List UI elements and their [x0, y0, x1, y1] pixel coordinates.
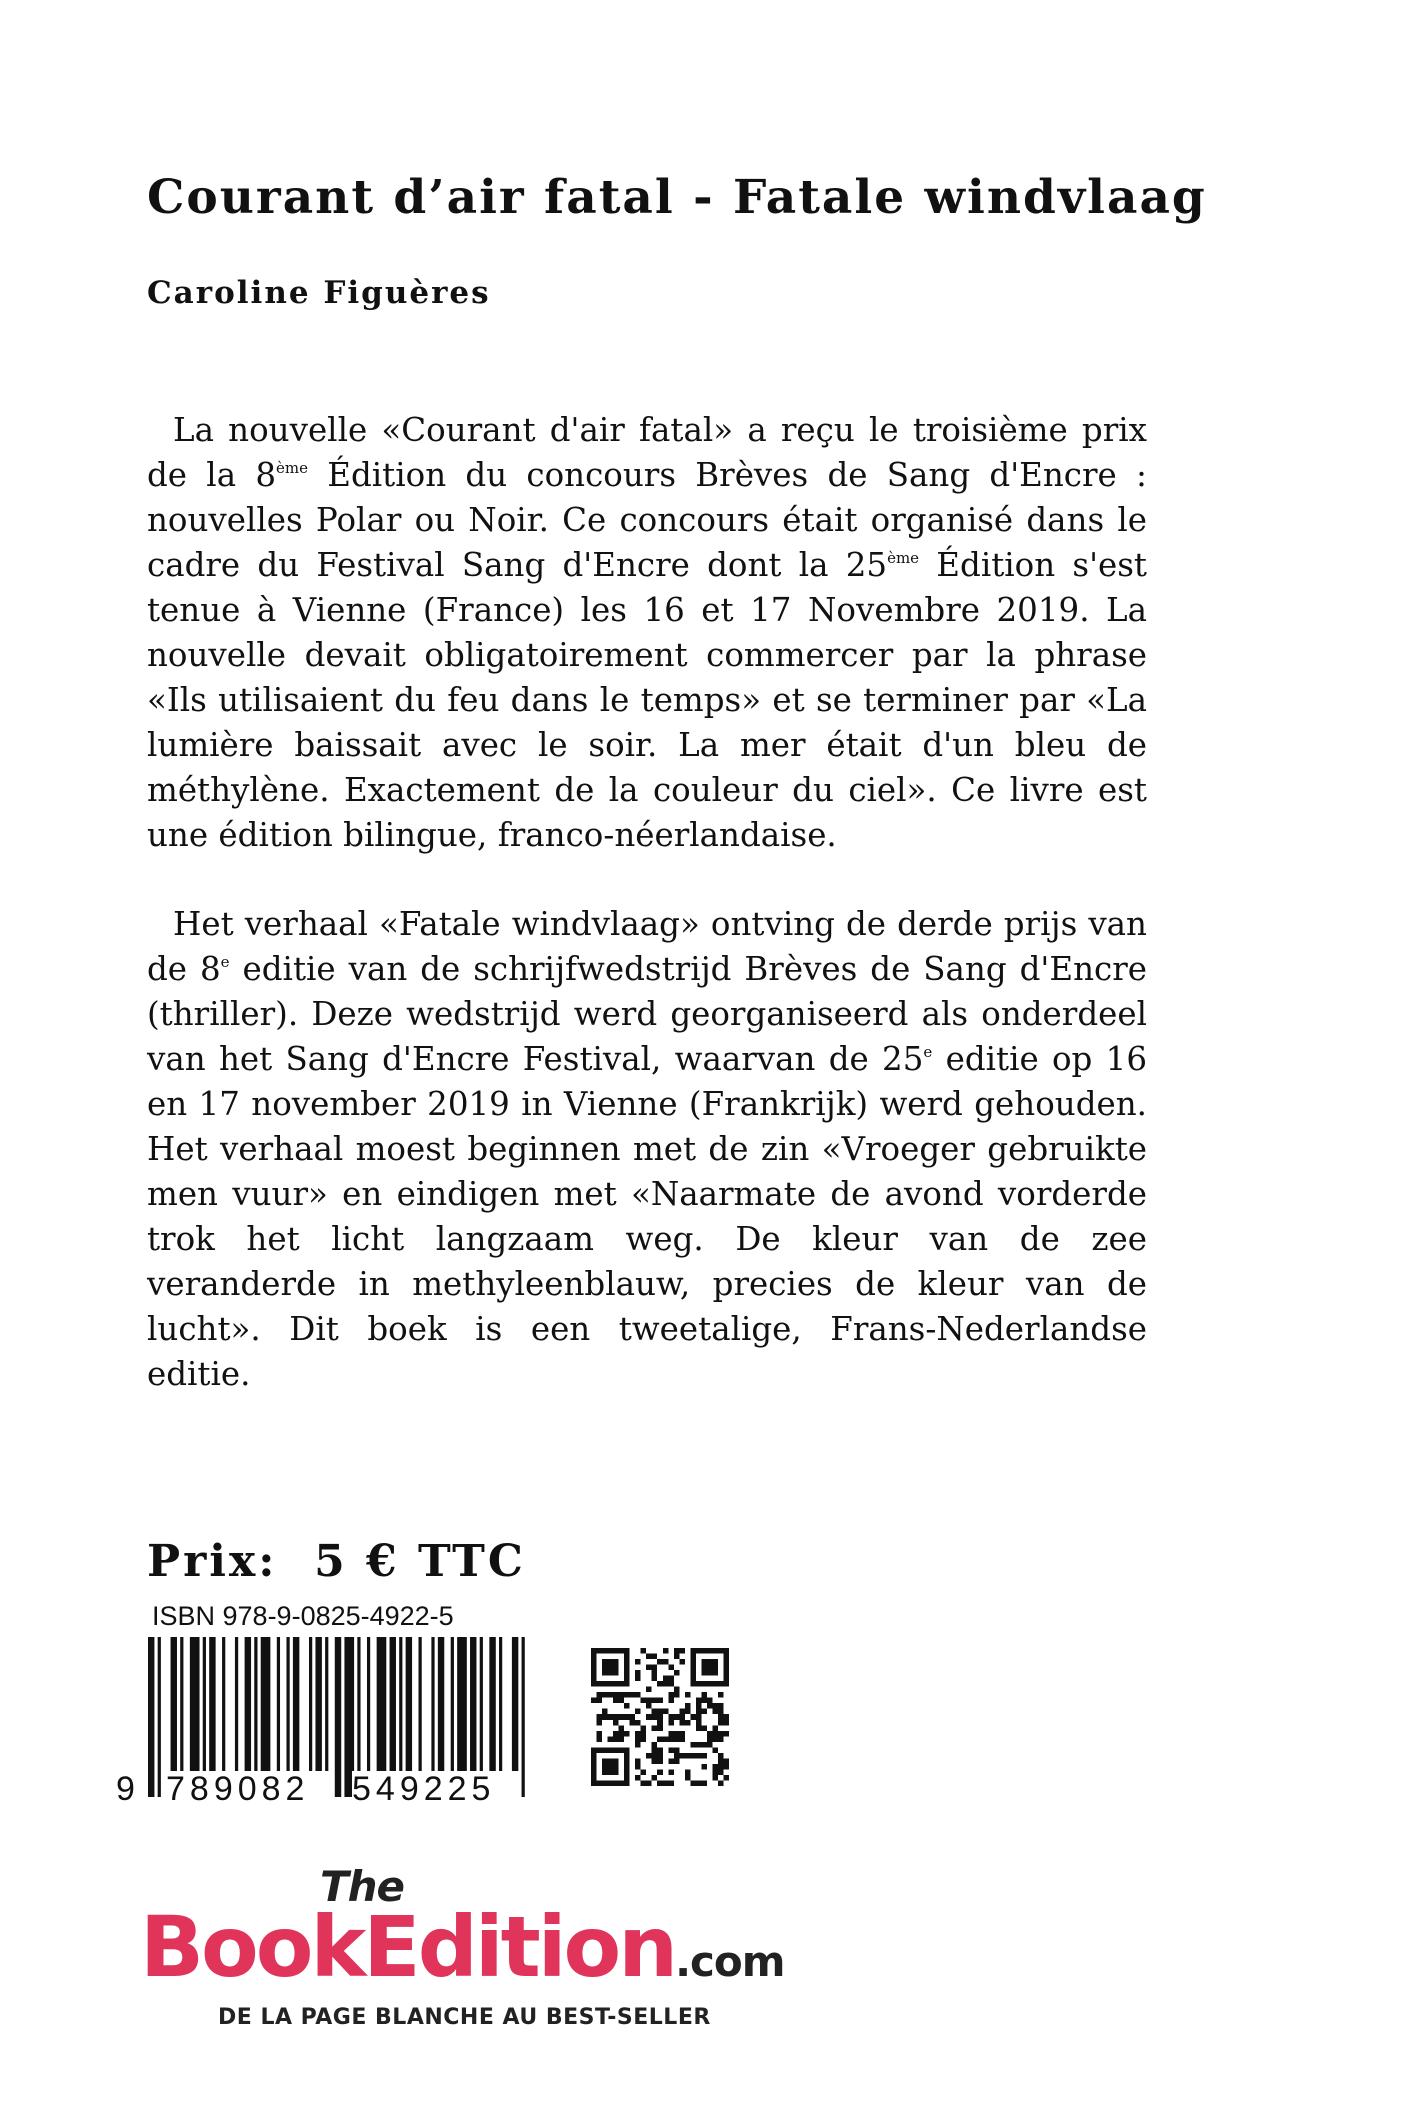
- qr-module: [674, 1648, 680, 1654]
- qr-module: [635, 1736, 641, 1742]
- qr-module: [679, 1753, 685, 1759]
- qr-module: [602, 1659, 619, 1676]
- qr-module: [652, 1714, 658, 1720]
- qr-module: [668, 1692, 674, 1698]
- barcode-bar: [171, 1637, 177, 1771]
- qr-module: [652, 1725, 658, 1731]
- qr-module: [668, 1714, 674, 1720]
- qr-module: [701, 1659, 718, 1676]
- qr-module: [630, 1714, 636, 1720]
- qr-module: [635, 1775, 641, 1781]
- qr-module: [668, 1720, 674, 1726]
- qr-module: [597, 1731, 603, 1737]
- qr-module: [613, 1720, 619, 1726]
- qr-module: [641, 1736, 647, 1742]
- qr-module: [646, 1665, 652, 1671]
- qr-module: [635, 1709, 641, 1715]
- barcode-bar: [286, 1637, 289, 1771]
- qr-module: [663, 1736, 669, 1742]
- qr-module: [718, 1736, 724, 1742]
- qr-module: [652, 1758, 658, 1764]
- qr-module: [635, 1659, 641, 1665]
- barcode-bar: [235, 1637, 238, 1771]
- qr-module: [674, 1758, 680, 1764]
- french-summary: La nouvelle «Courant d'air fatal» a reçu le troisième prix de la 8ème Édition du concours Brèves de Sang d'Encre : nouvelles Polar ou Noir. Ce concours était organisé dans le cadre du Festival Sang d'Encre dont la 25ème Édition s'est tenue à Vienne (France) les 16 et 17 Novembre 2019. La nouvelle devait obligatoirement commercer par la phrase «Ils utilisaient du feu dans le temps» et se terminer par «La lumière baissait avec le soir. La mer était d'un bleu de méthylène. Exactement de la couleur du ciel». Ce livre est une édition bilingue, franco-néerlandaise.: [147, 411, 1147, 854]
- qr-module: [641, 1648, 647, 1654]
- qr-module: [657, 1780, 663, 1786]
- qr-module: [608, 1692, 614, 1698]
- barcode-bar: [335, 1637, 341, 1797]
- qr-module: [701, 1764, 707, 1770]
- qr-module: [701, 1753, 707, 1759]
- qr-module: [696, 1725, 702, 1731]
- qr-module: [646, 1714, 652, 1720]
- qr-module: [723, 1720, 729, 1726]
- qr-module: [718, 1714, 724, 1720]
- qr-module: [712, 1769, 718, 1775]
- qr-module: [701, 1725, 707, 1731]
- qr-module: [646, 1654, 652, 1660]
- qr-module: [696, 1714, 702, 1720]
- qr-module: [674, 1654, 680, 1660]
- qr-module: [663, 1681, 669, 1687]
- qr-module: [597, 1714, 603, 1720]
- qr-module: [685, 1709, 691, 1715]
- qr-module: [652, 1747, 658, 1753]
- qr-module: [652, 1709, 658, 1715]
- qr-module: [635, 1731, 641, 1737]
- barcode-bar: [180, 1637, 183, 1771]
- barcode-bar: [480, 1637, 483, 1771]
- qr-module: [619, 1692, 625, 1698]
- qr-module: [668, 1731, 674, 1737]
- qr-module: [674, 1731, 680, 1737]
- qr-module: [718, 1703, 724, 1709]
- barcode-digit-first: 9: [116, 1770, 140, 1808]
- qr-module: [613, 1736, 619, 1742]
- qr-module: [707, 1703, 713, 1709]
- qr-module: [707, 1742, 713, 1748]
- isbn-barcode: [116, 1601, 536, 1811]
- qr-module: [696, 1780, 702, 1786]
- barcode-bar: [245, 1637, 251, 1771]
- qr-module: [712, 1764, 718, 1770]
- qr-module: [723, 1714, 729, 1720]
- qr-module: [657, 1709, 663, 1715]
- logo-wordmark: BookEdition.com: [140, 1898, 785, 1996]
- qr-module: [646, 1753, 652, 1759]
- qr-module: [679, 1648, 685, 1654]
- barcode-bar: [315, 1637, 321, 1771]
- qr-module: [674, 1747, 680, 1753]
- barcode-bar: [357, 1637, 360, 1771]
- qr-module: [718, 1769, 724, 1775]
- qr-module: [674, 1753, 680, 1759]
- qr-module: [641, 1725, 647, 1731]
- qr-module: [657, 1725, 663, 1731]
- qr-module: [652, 1665, 658, 1671]
- qr-module: [635, 1692, 641, 1698]
- qr-module: [712, 1747, 718, 1753]
- qr-module: [657, 1747, 663, 1753]
- qr-module: [674, 1736, 680, 1742]
- qr-module: [685, 1692, 691, 1698]
- barcode-bar: [209, 1637, 215, 1771]
- barcode-bar: [148, 1637, 154, 1797]
- qr-module: [696, 1753, 702, 1759]
- qr-module: [624, 1714, 630, 1720]
- barcode-bar: [399, 1637, 402, 1771]
- qr-module: [668, 1698, 674, 1704]
- barcode-digits-left: 789082: [166, 1770, 310, 1808]
- qr-module: [718, 1780, 724, 1786]
- barcode-bar: [451, 1637, 454, 1771]
- qr-module: [641, 1698, 647, 1704]
- qr-module: [624, 1731, 630, 1737]
- qr-module: [712, 1703, 718, 1709]
- qr-module: [657, 1758, 663, 1764]
- qr-module: [690, 1742, 696, 1748]
- qr-module: [674, 1687, 680, 1693]
- qr-module: [718, 1709, 724, 1715]
- barcode-bar: [489, 1637, 495, 1771]
- qr-module: [652, 1742, 658, 1748]
- qr-module: [723, 1731, 729, 1737]
- qr-module: [663, 1659, 669, 1665]
- qr-module: [690, 1753, 696, 1759]
- qr-module: [657, 1659, 663, 1665]
- qr-module: [701, 1742, 707, 1748]
- qr-module: [657, 1769, 663, 1775]
- qr-module: [613, 1698, 619, 1704]
- qr-module: [597, 1720, 603, 1726]
- barcode-bar: [190, 1637, 200, 1771]
- qr-module: [679, 1731, 685, 1737]
- barcode-bar: [522, 1637, 525, 1797]
- qr-module: [668, 1747, 674, 1753]
- qr-module: [608, 1714, 614, 1720]
- qr-module: [657, 1714, 663, 1720]
- qr-module: [718, 1692, 724, 1698]
- qr-module: [597, 1692, 603, 1698]
- qr-module: [635, 1670, 641, 1676]
- price-label: Prix: 5 € TTC: [147, 1536, 526, 1587]
- qr-module: [663, 1648, 669, 1654]
- logo-the: The: [320, 1862, 405, 1911]
- qr-module: [619, 1725, 625, 1731]
- qr-module: [613, 1714, 619, 1720]
- qr-module: [712, 1775, 718, 1781]
- qr-module: [663, 1780, 669, 1786]
- barcode-bar: [222, 1637, 225, 1771]
- qr-module: [657, 1698, 663, 1704]
- qr-module: [635, 1742, 641, 1748]
- qr-module: [619, 1698, 625, 1704]
- barcode-bar: [158, 1637, 161, 1797]
- qr-module: [663, 1709, 669, 1715]
- barcode-bar: [367, 1637, 370, 1771]
- qr-module: [679, 1709, 685, 1715]
- qr-module: [652, 1753, 658, 1759]
- qr-module: [668, 1780, 674, 1786]
- qr-module: [602, 1758, 619, 1775]
- qr-module: [685, 1769, 691, 1775]
- barcode-bar: [254, 1637, 257, 1771]
- qr-module: [690, 1780, 696, 1786]
- qr-module: [635, 1720, 641, 1726]
- barcode-bar: [470, 1637, 476, 1771]
- qr-module: [701, 1780, 707, 1786]
- barcode-bar: [512, 1637, 518, 1771]
- qr-module: [657, 1753, 663, 1759]
- qr-module: [657, 1720, 663, 1726]
- qr-module: [712, 1736, 718, 1742]
- qr-module: [646, 1703, 652, 1709]
- barcode-bar: [309, 1637, 312, 1771]
- qr-module: [679, 1736, 685, 1742]
- qr-module: [707, 1698, 713, 1704]
- barcode-bar: [277, 1637, 280, 1771]
- qr-module: [657, 1736, 663, 1742]
- qr-module: [668, 1769, 674, 1775]
- qr-module: [701, 1698, 707, 1704]
- qr-module: [718, 1758, 724, 1764]
- qr-module: [701, 1709, 707, 1715]
- book-title: Courant d’air fatal - Fatale windvlaag: [147, 170, 1207, 225]
- qr-module: [641, 1780, 647, 1786]
- barcode-bar: [431, 1637, 434, 1771]
- barcode-bar: [203, 1637, 206, 1771]
- barcode-bar: [419, 1637, 422, 1771]
- author-name: Caroline Figuères: [147, 275, 491, 311]
- qr-module: [608, 1736, 614, 1742]
- qr-module: [613, 1731, 619, 1737]
- qr-module: [696, 1698, 702, 1704]
- qr-module: [652, 1654, 658, 1660]
- qr-module: [624, 1703, 630, 1709]
- qr-module: [641, 1731, 647, 1737]
- barcode-bar: [438, 1637, 444, 1771]
- barcode-bar: [261, 1637, 271, 1771]
- qr-module: [591, 1698, 597, 1704]
- qr-module: [668, 1758, 674, 1764]
- qr-module: [718, 1764, 724, 1770]
- qr-module: [597, 1736, 603, 1742]
- qr-module: [685, 1775, 691, 1781]
- dutch-summary: Het verhaal «Fatale windvlaag» ontving de derde prijs van de 8e editie van de schrijfwedstrijd Brèves de Sang d'Encre (thriller). Deze wedstrijd werd georganiseerd als onderdeel van het Sang d'Encre Festival, waarvan de 25e editie op 16 en 17 november 2019 in Vienne (Frankrijk) werd gehouden. Het verhaal moest beginnen met de zin «Vroeger gebruikte men vuur» en eindigen met «Naarmate de avond vorderde trok het licht langzaam weg. De kleur van de zee veranderde in methyleenblauw, precies de kleur van de lucht». Dit boek is een tweetalige, Frans-Nederlandse editie.: [147, 905, 1147, 1393]
- qr-module: [597, 1698, 603, 1704]
- qr-module: [668, 1676, 674, 1682]
- qr-module: [685, 1720, 691, 1726]
- qr-module: [663, 1676, 669, 1682]
- barcode-bar: [325, 1637, 328, 1771]
- qr-module: [723, 1775, 729, 1781]
- qr-module: [723, 1758, 729, 1764]
- qr-module: [674, 1714, 680, 1720]
- qr-module: [652, 1676, 658, 1682]
- qr-module: [602, 1714, 608, 1720]
- qr-module: [624, 1692, 630, 1698]
- qr-module: [652, 1775, 658, 1781]
- qr-module: [679, 1720, 685, 1726]
- qr-module: [696, 1742, 702, 1748]
- qr-module: [652, 1698, 658, 1704]
- qr-module: [674, 1670, 680, 1676]
- qr-module: [712, 1725, 718, 1731]
- barcode-bar: [390, 1637, 396, 1771]
- qr-module: [701, 1692, 707, 1698]
- barcode-bar: [499, 1637, 502, 1771]
- barcode-bar: [293, 1637, 299, 1771]
- qr-module: [635, 1676, 641, 1682]
- qr-module: [685, 1753, 691, 1759]
- qr-module: [630, 1720, 636, 1726]
- qr-module: [602, 1692, 608, 1698]
- barcode-digits-right: 549225: [352, 1770, 496, 1808]
- qr-module: [602, 1709, 608, 1715]
- qr-module: [718, 1720, 724, 1726]
- qr-module: [635, 1758, 641, 1764]
- barcode-bar: [377, 1637, 387, 1771]
- qr-module: [696, 1720, 702, 1726]
- barcode-bar: [457, 1637, 467, 1771]
- qr-module: [619, 1714, 625, 1720]
- qr-code: [591, 1648, 729, 1786]
- qr-module: [723, 1764, 729, 1770]
- barcode-bar: [406, 1637, 412, 1771]
- qr-module: [619, 1736, 625, 1742]
- qr-module: [712, 1731, 718, 1737]
- qr-module: [712, 1709, 718, 1715]
- publisher-logo: [140, 1860, 800, 2040]
- qr-module: [641, 1769, 647, 1775]
- qr-module: [707, 1736, 713, 1742]
- qr-module: [635, 1764, 641, 1770]
- qr-module: [646, 1687, 652, 1693]
- qr-module: [668, 1681, 674, 1687]
- qr-module: [619, 1731, 625, 1737]
- qr-module: [690, 1714, 696, 1720]
- qr-module: [668, 1665, 674, 1671]
- isbn-text: ISBN 978-9-0825-4922-5: [152, 1601, 454, 1631]
- qr-module: [646, 1780, 652, 1786]
- qr-module: [707, 1731, 713, 1737]
- qr-module: [679, 1714, 685, 1720]
- qr-module: [674, 1692, 680, 1698]
- qr-module: [646, 1698, 652, 1704]
- logo-tagline: DE LA PAGE BLANCHE AU BEST-SELLER: [218, 2005, 711, 2030]
- qr-module: [652, 1670, 658, 1676]
- qr-module: [613, 1692, 619, 1698]
- qr-module: [657, 1681, 663, 1687]
- qr-module: [679, 1659, 685, 1665]
- qr-module: [685, 1703, 691, 1709]
- qr-module: [718, 1753, 724, 1759]
- qr-module: [696, 1709, 702, 1715]
- qr-module: [630, 1692, 636, 1698]
- qr-module: [696, 1703, 702, 1709]
- qr-module: [668, 1736, 674, 1742]
- qr-module: [718, 1731, 724, 1737]
